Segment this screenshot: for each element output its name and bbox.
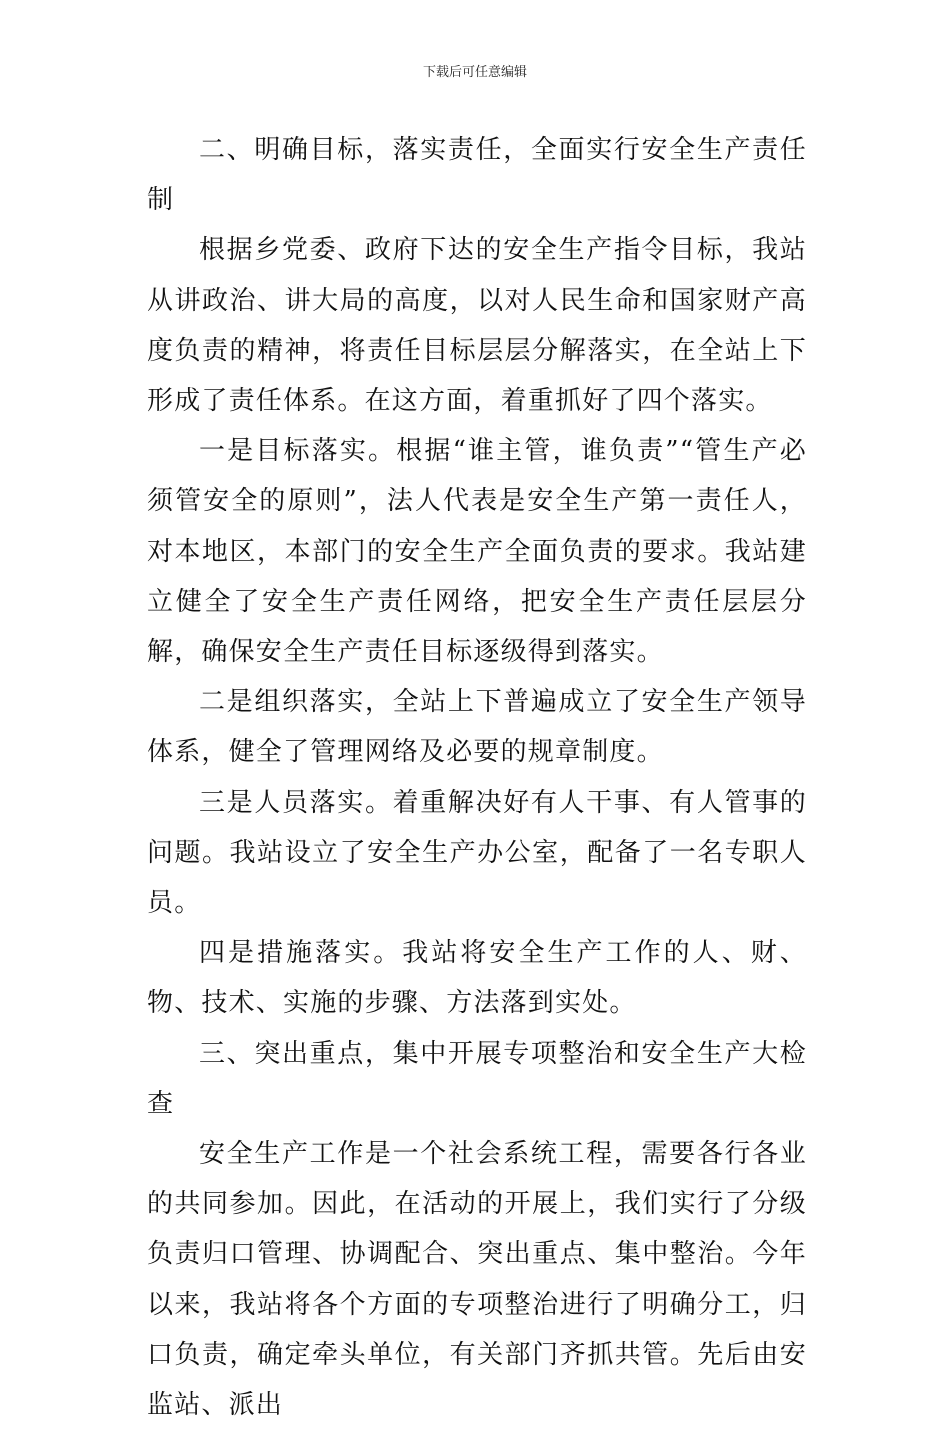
paragraph-measures-implementation: 四是措施落实。我站将安全生产工作的人、财、物、技术、实施的步骤、方法落到实处。 [147,938,807,1019]
paragraph-goal-implementation: 一是目标落实。根据“谁主管，谁负责”“管生产必须管安全的原则”，法人代表是安全生产第一责任人，对本地区，本部门的安全生产全面负责的要求。我站建立健全了安全生产责任网络，把安全生产责任层层分解，确保安全生产责任目标逐级得到落实。 [147,436,807,668]
section-heading-2: 二、明确目标，落实责任，全面实行安全生产责任制 [147,135,807,216]
paragraph-intro: 根据乡党委、政府下达的安全生产指令目标，我站从讲政治、讲大局的高度，以对人民生命和国家财产高度负责的精神，将责任目标层层分解落实，在全站上下形成了责任体系。在这方面，着重抓好了四个落实。 [147,235,807,417]
paragraph-organization-implementation: 二是组织落实，全站上下普遍成立了安全生产领导体系，健全了管理网络及必要的规章制度。 [147,687,807,768]
document-body [147,125,807,1430]
page-header-note: 下载后可任意编辑 [422,65,527,80]
paragraph-system-engineering: 安全生产工作是一个社会系统工程，需要各行各业的共同参加。因此，在活动的开展上，我们实行了分级负责归口管理、协调配合、突出重点、集中整治。今年以来，我站将各个方面的专项整治进行了明确分工，归口负责，确定牵头单位，有关部门齐抓共管。先后由安监站、派出 [147,1139,807,1421]
section-heading-3: 三、突出重点，集中开展专项整治和安全生产大检查 [147,1038,807,1119]
paragraph-personnel-implementation: 三是人员落实。着重解决好有人干事、有人管事的问题。我站设立了安全生产办公室，配备了一名专职人员。 [147,787,807,919]
